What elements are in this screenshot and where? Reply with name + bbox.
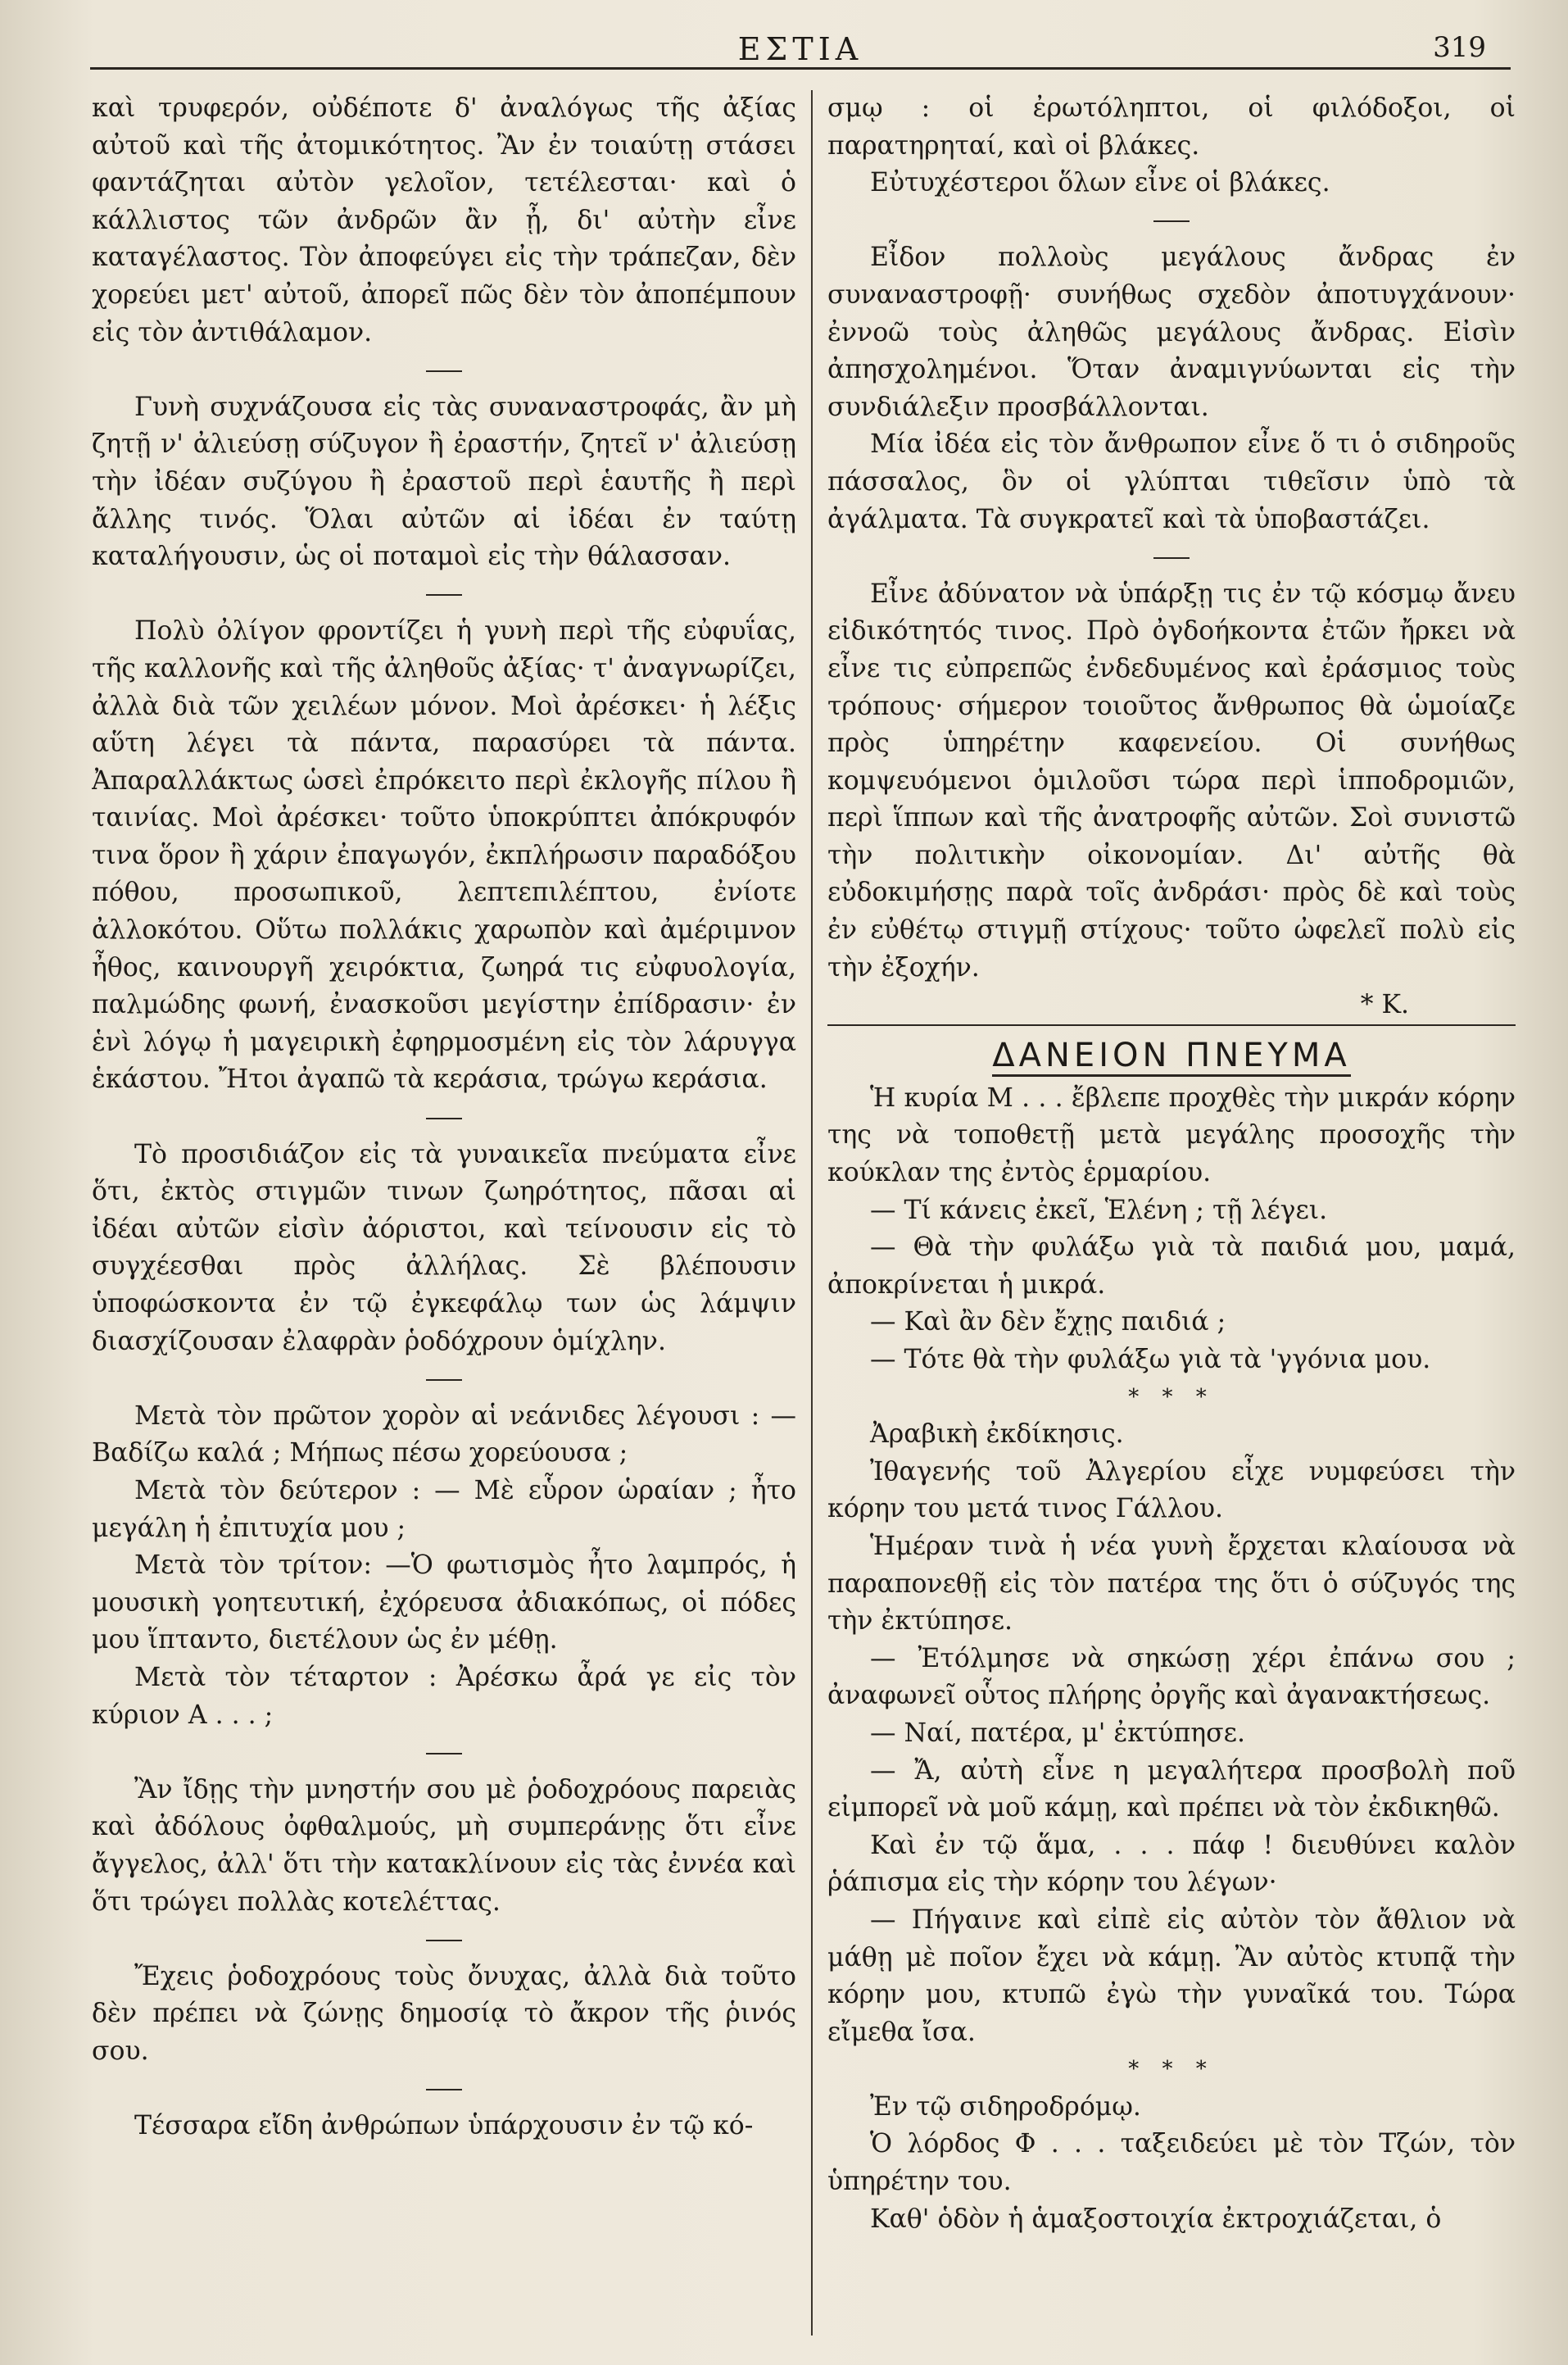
separator	[827, 538, 1516, 576]
dialogue-line: — Τί κάνεις ἐκεῖ, Ἑλένη ; τῇ λέγει.	[870, 1195, 1328, 1225]
paragraph: Καὶ ἐν τῷ ἅμα, . . . πάφ ! διευθύνει καλὸν ῥάπισμα εἰς τὴν κόρην του λέγων·	[827, 1830, 1516, 1898]
section-title-text: ΔΑΝΕΙΟΝ ΠΝΕΥΜΑ	[992, 1037, 1350, 1077]
paragraph: Μία ἰδέα εἰς τὸν ἄνθρωπον εἶνε ὅ τι ὁ σιδηροῦς πάσσαλος, ὃν οἱ γλύπται τιθεῖσιν ὑπὸ τὰ ἀγάλματα. Τὰ συγκρατεῖ καὶ τὰ ὑποβαστάζει.	[827, 429, 1516, 534]
paragraph: Ἔχεις ῥοδοχρόους τοὺς ὄνυχας, ἀλλὰ διὰ τοῦτο δὲν πρέπει νὰ ζώνῃς δημοσίᾳ τὸ ἄκρον τῆς ῥινός σου.	[92, 1961, 796, 2066]
paragraph: Εὐτυχέστεροι ὅλων εἶνε οἱ βλάκες.	[870, 168, 1330, 198]
paragraph: Εἶνε ἀδύνατον νὰ ὑπάρξῃ τις ἐν τῷ κόσμῳ ἄνευ εἰδικότητός τινος. Πρὸ ὀγδοήκοντα ἐτῶν ἤρκει νὰ εἶνε τις εὐπρεπῶς ἐνδεδυμένος καὶ ἐράσμιος τοὺς τρόπους· σήμερον τοιοῦτος ἄνθρωπος θὰ ὡμοίαζε πρὸς ὑπηρέτην καφενείου. Οἱ συνήθως κομψευόμενοι ὁμιλοῦσι τώρα περὶ ἱπποδρομιῶν, περὶ ἵππων καὶ τῆς ἀνατροφῆς αὐτῶν. Σοὶ συνιστῶ τὴν πολιτικὴν οἰκονομίαν. Δι' αὐτῆς θὰ εὐδοκιμήσῃς παρὰ τοῖς ἀνδράσι· πρὸς δὲ καὶ τοὺς ἐν εὐθέτῳ στιγμῇ στίχους· τοῦτο ὠφελεῖ πολὺ εἰς τὴν ἐξοχήν.	[827, 579, 1516, 983]
separator	[92, 1921, 796, 1959]
separator	[92, 576, 796, 614]
column-divider	[811, 90, 813, 2335]
author-signoff: * Κ.	[1360, 990, 1409, 1020]
separator	[92, 1734, 796, 1772]
paragraph: Ἂν ἴδῃς τὴν μνηστήν σου μὲ ῥοδοχρόους παρειὰς καὶ ἀδόλους ὀφθαλμούς, μὴ συμπεράνῃς ὅτι εἶνε ἄγγελος, ἀλλ' ὅτι τὴν κατακλίνουν εἰς τὰς ἐννέα καὶ ὅτι τρώγει πολλὰς κοτελέττας.	[92, 1774, 796, 1917]
section-title	[827, 1031, 1516, 1080]
dialogue-line: — Πήγαινε καὶ εἰπὲ εἰς αὐτὸν τὸν ἄθλιον νὰ μάθῃ μὲ ποῖον ἔχει νὰ κάμῃ. Ἂν αὐτὸς κτυπᾷ τὴν κόρην μου, κτυπῶ ἐγὼ τὴν γυναῖκά του. Τώρα εἴμεθα ἴσα.	[827, 1904, 1516, 2047]
paragraph: Τέσσαρα εἴδη ἀνθρώπων ὑπάρχουσιν ἐν τῷ κό-	[134, 2111, 754, 2141]
paragraph: Εἶδον πολλοὺς μεγάλους ἄνδρας ἐν συναναστροφῇ· συνήθως σχεδὸν ἀποτυγχάνουν· ἐννοῶ τοὺς ἀληθῶς μεγάλους ἄνδρας. Εἰσὶν ἀπησχολημένοι. Ὅταν ἀναμιγνύωνται εἰς τὴν συνδιάλεξιν προσβάλλονται.	[827, 243, 1516, 422]
section-rule	[827, 1024, 1516, 1026]
header-rule	[90, 67, 1511, 70]
asterism: * * *	[1128, 1384, 1215, 1409]
dialogue-line: — Ναί, πατέρα, μ' ἐκτύπησε.	[870, 1718, 1245, 1748]
separator	[92, 352, 796, 389]
journal-title: ΕΣΤΙΑ	[737, 31, 863, 67]
page-header	[90, 25, 1511, 74]
dialogue-line: — Ἐτόλμησε νὰ σηκώσῃ χέρι ἐπάνω σου ; ἀναφωνεῖ οὗτος πλήρης ὀργῆς καὶ ἀγανακτήσεως.	[827, 1643, 1516, 1711]
right-column	[827, 90, 1516, 2238]
paragraph: Γυνὴ συχνάζουσα εἰς τὰς συναναστροφάς, ἂν μὴ ζητῇ ν' ἀλιεύσῃ σύζυγον ἢ ἐραστήν, ζητεῖ ν' ἀλιεύσῃ τὴν ἰδέαν συζύγου ἢ ἐραστοῦ περὶ ἑαυτῆς ἢ περὶ ἄλλης τινός. Ὅλαι αὐτῶν αἱ ἰδέαι ἐν ταύτῃ καταλήγουσιν, ὡς οἱ ποταμοὶ εἰς τὴν θάλασσαν.	[92, 392, 796, 572]
paragraph: σμῳ : οἱ ἐρωτόληπτοι, οἱ φιλόδοξοι, οἱ παρατηρηταί, καὶ οἱ βλάκες.	[827, 93, 1516, 161]
dialogue-line: — Θὰ τὴν φυλάξω γιὰ τὰ παιδιά μου, μαμά, ἀποκρίνεται ἡ μικρά.	[827, 1232, 1516, 1300]
separator	[92, 1360, 796, 1398]
separator	[827, 202, 1516, 240]
paragraph: Μετὰ τὸν δεύτερον : — Μὲ εὗρον ὡραίαν ; ἦτο μεγάλη ἡ ἐπιτυχία μου ;	[92, 1475, 796, 1543]
separator	[92, 1099, 796, 1137]
story-heading: Ἀραβικὴ ἐκδίκησις.	[870, 1419, 1124, 1450]
paragraph: Τὸ προσιδιάζον εἰς τὰ γυναικεῖα πνεύματα εἶνε ὅτι, ἐκτὸς στιγμῶν τινων ζωηρότητος, πᾶσαι αἱ ἰδέαι αὐτῶν εἰσὶν ἀόριστοι, καὶ τείνουσιν εἰς τὸ συγχέεσθαι πρὸς ἀλλήλας. Σὲ βλέπουσιν ὑποφώσκοντα ἐν τῷ ἐγκεφάλῳ των ὡς λάμψιν διασχίζουσαν ἐλαφρὰν ῥοδόχρουν ὁμίχλην.	[92, 1139, 796, 1356]
story-heading: Ἐν τῷ σιδηροδρόμῳ.	[870, 2091, 1141, 2122]
paragraph: Ἰθαγενής τοῦ Ἀλγερίου εἶχε νυμφεύσει τὴν κόρην του μετά τινος Γάλλου.	[827, 1456, 1516, 1524]
left-column	[92, 90, 796, 2145]
paragraph: Ἡ κυρία Μ . . . ἔβλεπε προχθὲς τὴν μικράν κόρην της νὰ τοποθετῇ μετὰ μεγάλης προσοχῆς τὴν κούκλαν της ἐντὸς ἑρμαρίου.	[827, 1083, 1516, 1188]
paragraph: Καθ' ὁδὸν ἡ ἁμαξοστοιχία ἐκτροχιάζεται, ὁ	[870, 2204, 1442, 2234]
dialogue-line: — Ἄ, αὐτὴ εἶνε η μεγαλήτερα προσβολὴ ποῦ εἰμπορεῖ νὰ μοῦ κάμῃ, καὶ πρέπει νὰ τὸν ἐκδικηθῶ.	[827, 1755, 1516, 1823]
paragraph: καὶ τρυφερόν, οὐδέποτε δ' ἀναλόγως τῆς ἀξίας αὐτοῦ καὶ τῆς ἀτομικότητος. Ἂν ἐν τοιαύτῃ στάσει φαντάζηται αὐτὸν γελοῖον, τετέλεσται· καὶ ὁ κάλλιστος τῶν ἀνδρῶν ἂν ᾖ, δι' αὐτὴν εἶνε καταγέλαστος. Τὸν ἀποφεύγει εἰς τὴν τράπεζαν, δὲν χορεύει μετ' αὐτοῦ, ἀπορεῖ πῶς δὲν τὸν ἀποπέμπουν εἰς τὸν ἀντιθάλαμον.	[92, 93, 796, 347]
paragraph: Πολὺ ὀλίγον φροντίζει ἡ γυνὴ περὶ τῆς εὐφυΐας, τῆς καλλονῆς καὶ τῆς ἀληθοῦς ἀξίας· τ' ἀναγνωρίζει, ἀλλὰ διὰ τῶν χειλέων μόνον. Μοὶ ἀρέσκει· ἡ λέξις αὕτη λέγει τὰ πάντα, παρασύρει τὰ πάντα. Ἀπαραλλάκτως ὡσεὶ ἐπρόκειτο περὶ ἐκλογῆς πίλου ἢ ταινίας. Μοὶ ἀρέσκει· τοῦτο ὑποκρύπτει ἀπόκρυφόν τινα ὅρον ἢ χάριν ἐπαγωγόν, ἐκπλήρωσιν παραδόξου πόθου, προσωπικοῦ, λεπτεπιλέπτου, ἐνίοτε ἀλλοκότου. Οὕτω πολλάκις χαρωπὸν καὶ ἀμέριμνον ἦθος, καινουργῆ χειρόκτια, ζωηρά τις εὐφυολογία, παλμώδης φωνή, ἐνασκοῦσι μεγίστην ἐπίδρασιν· ἐν ἑνὶ λόγῳ ἡ μαγειρικὴ ἐφηρμοσμένη εἰς τὸν λάρυγγα ἑκάστου. Ἤτοι ἀγαπῶ τὰ κεράσια, τρώγω κεράσια.	[92, 616, 796, 1095]
paragraph: Μετὰ τὸν τρίτον: —Ὁ φωτισμὸς ἦτο λαμπρός, ἡ μουσικὴ γοητευτική, ἐχόρευσα ἀδιακόπως, οἱ πόδες μου ἵπταντο, διετέλουν ὡς ἐν μέθῃ.	[92, 1550, 796, 1655]
page-number: 319	[1433, 31, 1486, 64]
dialogue-line: — Καὶ ἂν δὲν ἔχῃς παιδιά ;	[870, 1307, 1226, 1337]
dialogue-line: — Τότε θὰ τὴν φυλάξω γιὰ τὰ 'γγόνια μου.	[870, 1345, 1431, 1374]
asterism: * * *	[1128, 2057, 1215, 2082]
paragraph: Ἡμέραν τινὰ ἡ νέα γυνὴ ἔρχεται κλαίουσα νὰ παραπονεθῇ εἰς τὸν πατέρα της ὅτι ὁ σύζυγός της τὴν ἐκτύπησε.	[827, 1531, 1516, 1636]
paragraph: Ὁ λόρδος Φ . . . ταξειδεύει μὲ τὸν Τζών, τὸν ὑπηρέτην του.	[827, 2129, 1516, 2197]
paragraph: Μετὰ τὸν τέταρτον : Ἀρέσκω ἆρά γε εἰς τὸν κύριον Α . . . ;	[92, 1662, 796, 1730]
separator	[92, 2070, 796, 2108]
paragraph: Μετὰ τὸν πρῶτον χορὸν αἱ νεάνιδες λέγουσι : —Βαδίζω καλά ; Μήπως πέσω χορεύουσα ;	[92, 1400, 796, 1468]
